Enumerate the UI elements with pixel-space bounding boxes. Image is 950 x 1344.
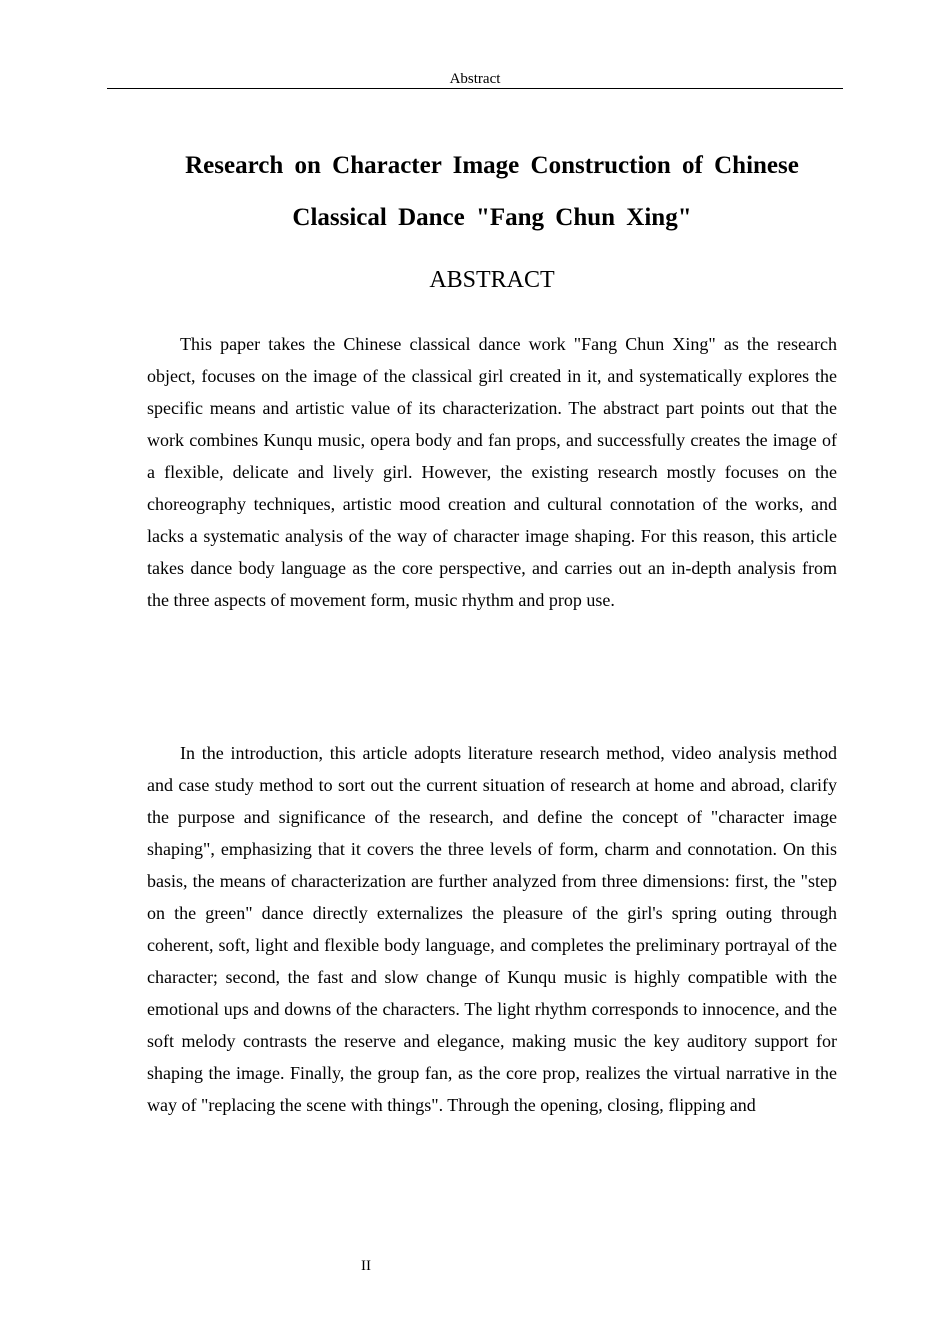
abstract-heading: ABSTRACT (429, 267, 555, 293)
abstract-paragraph: In the introduction, this article adopts literature research method, video analysis method and case study method to sort out the current situation of research at home and abroad, clarify the purpose and significance of the research, and define the concept of "character image shaping", emphasizing that it covers the three levels of form, charm and connotation. On this basis, the means of characterization are further analyzed from three dimensions: first, the "step on the green" dance directly externalizes the pleasure of the girl's spring outing through coherent, soft, light and flexible body language, and completes the preliminary portrayal of the character; second, the fast and slow change of Kunqu music is highly compatible with the emotional ups and downs of the characters. The light rhythm corresponds to innocence, and the soft melody contrasts the reserve and elegance, making music the key auditory support for shaping the image. Finally, the group fan, as the core prop, realizes the virtual narrative in the way of "replacing the scene with things". Through the opening, closing, flipping and (147, 743, 837, 1115)
paper-title-line-2: Classical Dance "Fang Chun Xing" (292, 204, 692, 231)
header-rule (107, 88, 843, 89)
page-number: II (361, 1258, 371, 1274)
running-header: Abstract (449, 71, 501, 87)
abstract-paragraph: This paper takes the Chinese classical dance work "Fang Chun Xing" as the research object, focuses on the image of the classical girl created in it, and systematically explores the specific means and artistic value of its characterization. The abstract part points out that the work combines Kunqu music, opera body and fan props, and successfully creates the image of a flexible, delicate and lively girl. However, the existing research mostly focuses on the choreography techniques, artistic mood creation and cultural connotation of the works, and lacks a systematic analysis of the way of character image shaping. For this reason, this article takes dance body language as the core perspective, and carries out an in-depth analysis from the three aspects of movement form, music rhythm and prop use. (147, 334, 837, 610)
paper-title-line-1: Research on Character Image Construction of Chinese (185, 152, 799, 179)
paper-title (147, 140, 837, 244)
